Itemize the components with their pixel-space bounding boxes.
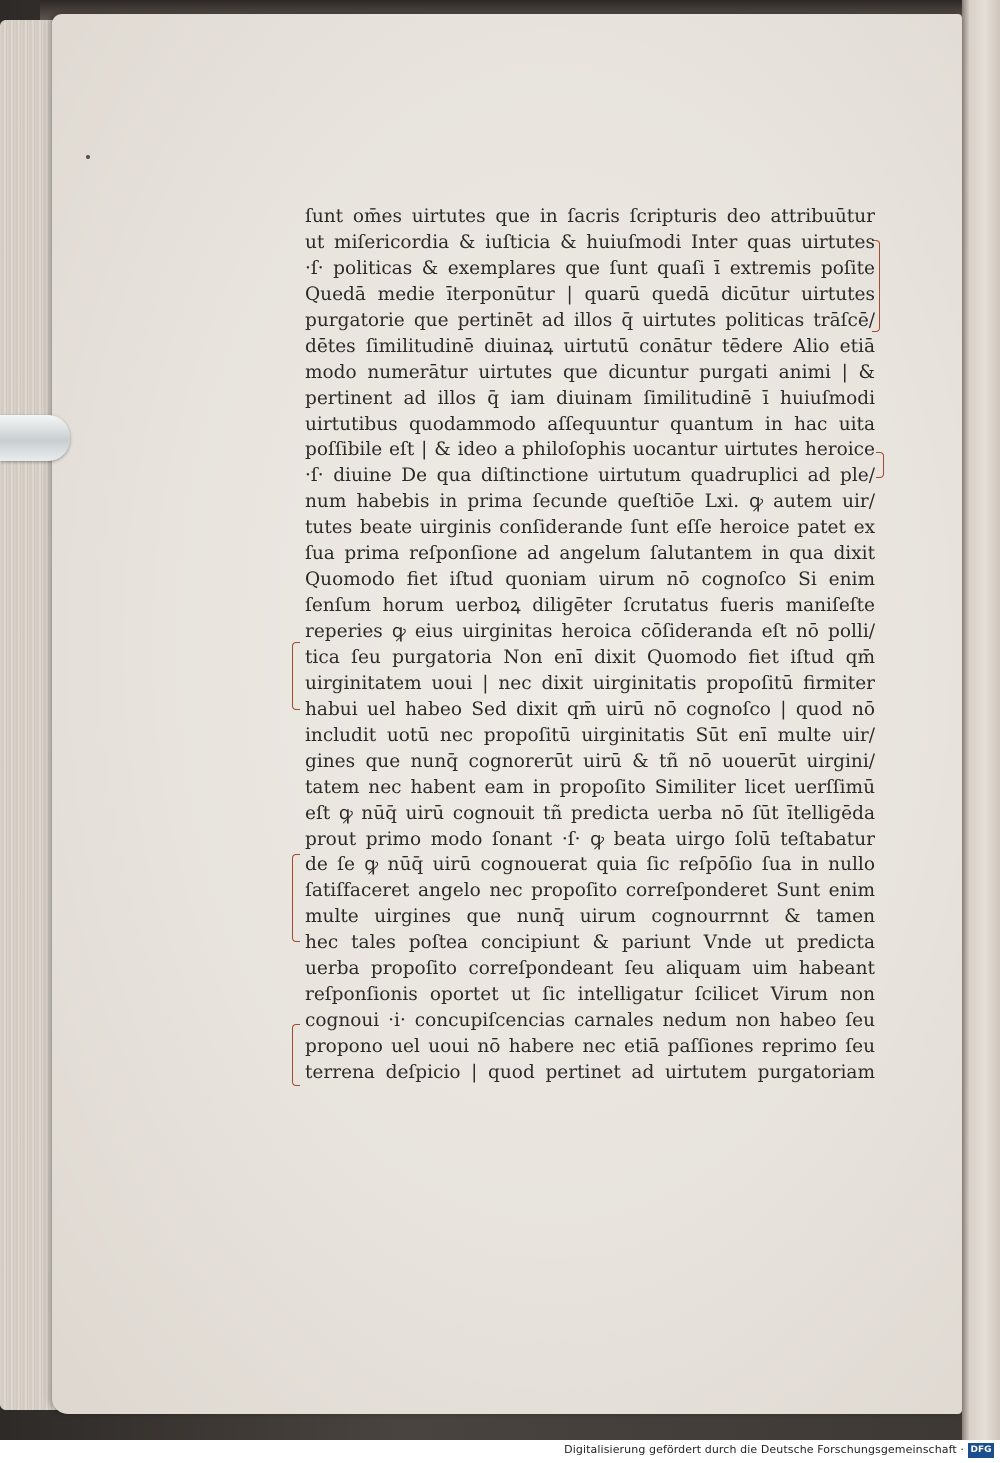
text-line: purgatorie que pertinēt ad illos q̄ uirtutes politicas trāſcē/	[305, 309, 875, 331]
text-line: ut miſericordia & iuſticia & huiuſmodi Inter quas uirtutes	[305, 231, 875, 253]
text-line: ſatiſfaceret angelo nec propoſito correſponderet Sunt enim	[305, 880, 875, 902]
text-line: gines que nunq̄ cognorerūt uirū & tñ nō uouerūt uirgini/	[305, 750, 875, 772]
text-line: Quomodo fiet iſtud quoniam uirum nō cognoſco Si enim	[305, 569, 875, 591]
text-line: ſua prima reſponſione ad angelum ſalutantem in qua dixit	[305, 543, 875, 565]
text-line: uirginitatem uoui | nec dixit uirginitatis propoſitū firmiter	[305, 672, 875, 694]
text-line: ·ſ· diuine De qua diſtinctione uirtutum quadruplici ad ple/	[305, 465, 875, 487]
facing-page-edge	[962, 0, 1000, 1440]
text-line: num habebis in prima ſecunde queſtiōe Lxi. ꝙ autem uir/	[305, 491, 875, 513]
text-line: tutes beate uirginis conſiderande ſunt eſſe heroice patet ex	[305, 517, 875, 539]
text-line: poſſibile eſt | & ideo a philoſophis uocantur uirtutes heroice	[305, 439, 875, 461]
text-line: uirtutibus quodammodo aſſequuntur quantum in hac uita	[305, 413, 875, 435]
text-line: reſponſionis oportet ut ſic intelligatur ſcilicet Virum non	[305, 984, 875, 1006]
margin-dot	[86, 155, 90, 159]
text-line: includit uotū nec propoſitū uirginitatis Sūt enī multe uir/	[305, 724, 875, 746]
text-line: terrena deſpicio | quod pertinet ad uirtutem purgatoriam	[305, 1061, 875, 1083]
text-line: habui uel habeo Sed dixit qm̄ uirū nō cognoſco | quod nō	[305, 698, 875, 720]
text-line: multe uirgines que nunq̄ uirum cognourrnnt & tamen	[305, 906, 875, 928]
text-line: tatem nec habent eam in propoſito Similiter licet uerſſimū	[305, 776, 875, 798]
text-line: cognoui ·i· concupiſcencias carnales nedum non habeo ſeu	[305, 1010, 875, 1032]
text-line: prout primo modo ſonant ·ſ· ꝙ beata uirgo ſolū teſtabatur	[305, 828, 875, 850]
text-line: reperies ꝙ eius uirginitas heroica cōſideranda eſt nō polli/	[305, 621, 875, 642]
text-line: de ſe ꝙ nūq̄ uirū cognouerat quia ſic reſpōſio ſua in nullo	[305, 854, 875, 876]
text-line: tica ſeu purgatoria Non enī dixit Quomodo fiet iſtud qm̄	[305, 646, 875, 668]
text-line: hec tales poſtea concipiunt & pariunt Vnde ut predicta	[305, 932, 875, 954]
text-line: ſenſum horum uerboꝝ diligēter ſcrutatus fueris maniſeſte	[305, 595, 875, 617]
dfg-credit-text: Digitalisierung gefördert durch die Deutsche Forschungsgemeinschaft ·	[564, 1443, 964, 1456]
main-text-column	[305, 204, 875, 1086]
text-line: uerba propoſito correſpondeant ſeu aliquam uim habeant	[305, 958, 875, 980]
page-clip-holder	[0, 415, 70, 461]
text-line: Quedā medie īterponūtur | quarū quedā dicūtur uirtutes	[305, 283, 875, 305]
text-line: propono uel uoui nō habere nec etiā paſſiones reprimo ſeu	[305, 1036, 875, 1057]
rubric-bracket-left-2	[292, 854, 300, 942]
rubric-bracket-right-middle	[876, 452, 884, 478]
rubric-bracket-left-1	[292, 642, 300, 710]
text-line: modo numerātur uirtutes que dicuntur purgati animi | &	[305, 361, 875, 383]
text-line: pertinent ad illos q̄ iam diuinam ſimilitudinē ī huiuſmodi	[305, 387, 875, 409]
rubric-bracket-left-3	[292, 1024, 300, 1086]
text-line: ·ſ· politicas & exemplares que ſunt quaſi ī extremis poſite	[305, 257, 875, 279]
text-line: ſunt om̄es uirtutes que in ſacris ſcripturis deo attribuūtur	[305, 206, 875, 227]
text-line: dētes ſimilitudinē diuinaꝝ uirtutū conātur tēdere Alio etiā	[305, 335, 875, 357]
dfg-logo[interactable]: DFG	[968, 1443, 994, 1458]
text-line: eſt ꝙ nūq̄ uirū cognouit tñ predicta uerba nō ſūt ītelligēda	[305, 802, 875, 824]
